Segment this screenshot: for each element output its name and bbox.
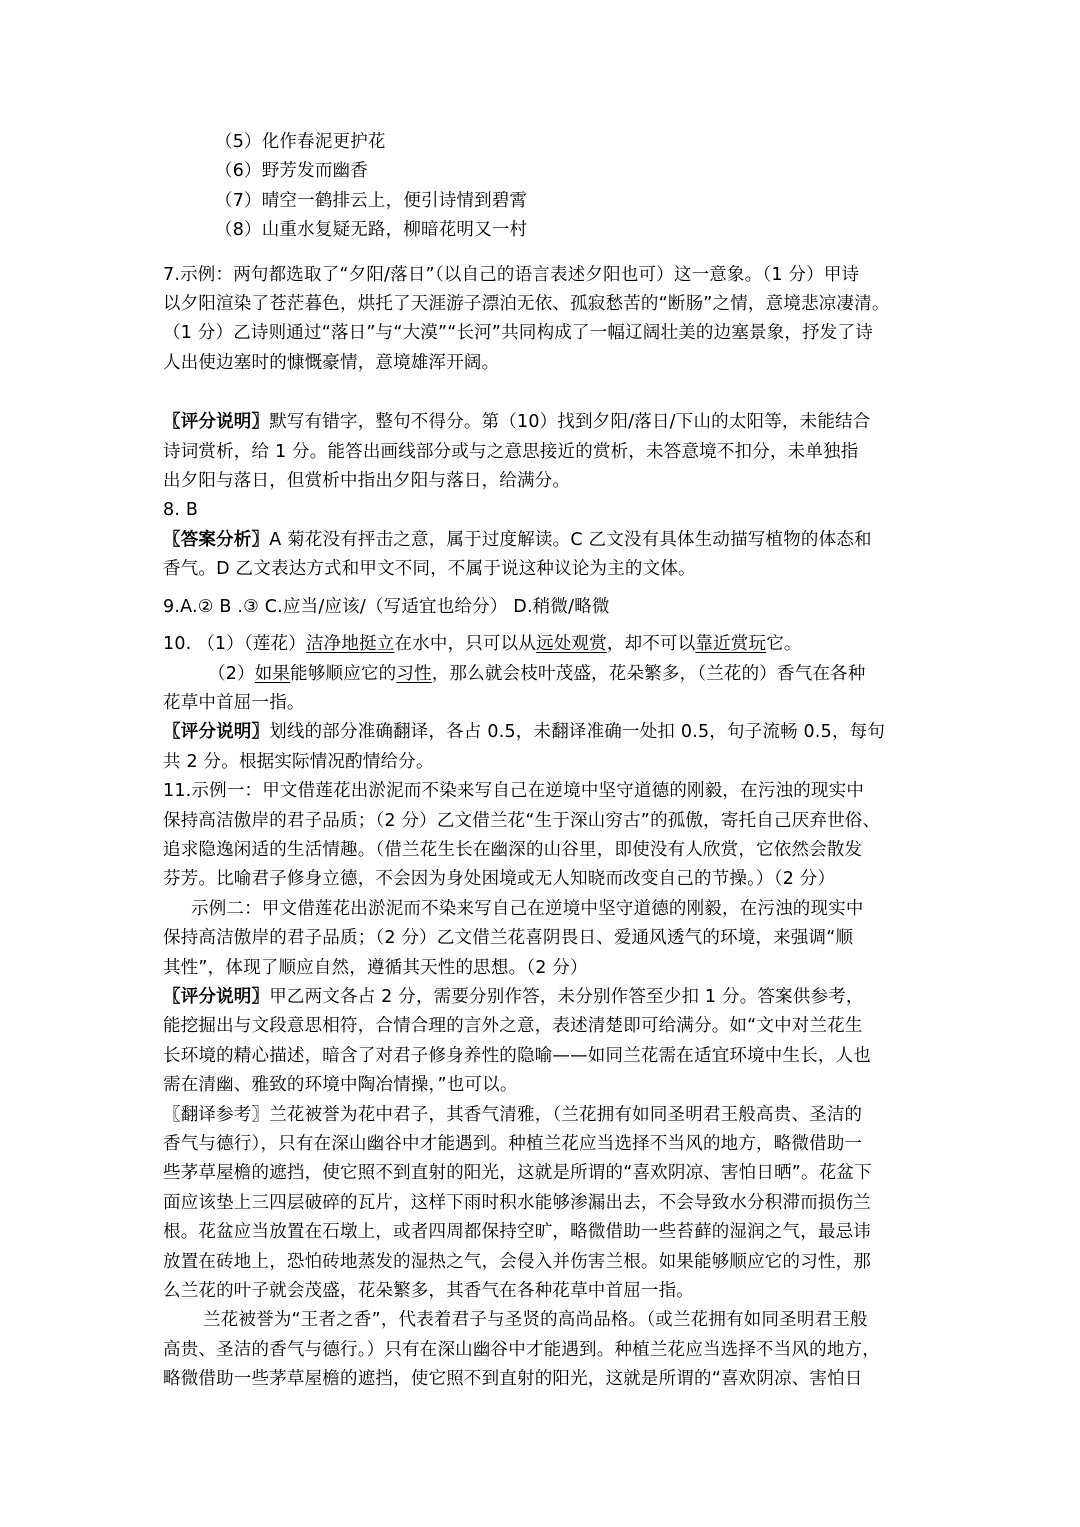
q10-text: 能够顺应它的 bbox=[290, 663, 397, 684]
q10-underlined: 靠近赏玩 bbox=[695, 634, 767, 655]
fill-in-5: （5）化作春泥更护花 bbox=[215, 132, 386, 152]
translation-2-line: 略微借助一些茅草屋檐的遮挡，使它照不到直射的阳光，这就是所谓的“喜欢阴凉、害怕日 bbox=[163, 1369, 863, 1390]
scoring-note-3 bbox=[163, 983, 918, 1012]
fill-in-6: （6）野芳发而幽香 bbox=[215, 161, 368, 182]
q10-line-1 bbox=[163, 630, 918, 659]
q10-underlined: 如果 bbox=[254, 663, 291, 684]
translation-line: 面应该垫上三四层破碎的瓦片，这样下雨时积水能够渗漏出去，不会导致水分积滞而损伤兰 bbox=[163, 1192, 871, 1213]
q8-answer: 8. B bbox=[163, 500, 199, 521]
scoring-note-line: 出夕阳与落日，但赏析中指出夕阳与落日，给满分。 bbox=[163, 471, 571, 492]
answer-page bbox=[163, 128, 918, 1395]
answer-analysis bbox=[163, 526, 918, 555]
scoring-note-line: 共 2 分。根据实际情况酌情给分。 bbox=[163, 751, 434, 772]
translation-line: 些茅草屋檐的遮挡，使它照不到直射的阳光，这就是所谓的“喜欢阴凉、害怕日晒”。花盆下 bbox=[163, 1163, 872, 1184]
q9-answer: 9.A.② B .③ C.应当/应该/（写适宜也给分） D.稍微/略微 bbox=[163, 596, 610, 617]
q10-text: （2） bbox=[208, 663, 255, 684]
scoring-note-text: 默写有错字，整句不得分。第（10）找到夕阳/落日/下山的太阳等，未能结合 bbox=[269, 412, 871, 433]
translation-line: 么兰花的叶子就会茂盛，花朵繁多，其香气在各种花草中首屈一指。 bbox=[163, 1281, 694, 1302]
scoring-note-tag: 〖评分说明〗 bbox=[163, 722, 270, 743]
fill-in-8: （8）山重水复疑无路，柳暗花明又一村 bbox=[215, 220, 528, 241]
translation-reference bbox=[163, 1101, 918, 1130]
scoring-note-text: 划线的部分准确翻译，各占 0.5，未翻译准确一处扣 0.5，句子流畅 0.5，每句 bbox=[269, 722, 886, 743]
q7-line: 以夕阳渲染了苍茫暮色，烘托了天涯游子漂泊无依、孤寂愁苦的“断肠”之情，意境悲凉凄清。 bbox=[163, 294, 890, 315]
q11-example-1-line: 11.示例一：甲文借莲花出淤泥而不染来写自己在逆境中坚守道德的刚毅，在污浊的现实中 bbox=[163, 781, 865, 802]
scoring-note-1 bbox=[163, 408, 918, 437]
scoring-note-line: 需在清幽、雅致的环境中陶冶情操，”也可以。 bbox=[163, 1075, 518, 1096]
q10-underlined: 远处观赏 bbox=[536, 634, 607, 655]
q10-line-3: 花草中首屈一指。 bbox=[163, 692, 305, 713]
fill-in-7: （7）晴空一鹤排云上，便引诗情到碧霄 bbox=[215, 190, 528, 211]
scoring-note-line: 长环境的精心描述，暗含了对君子修身养性的隐喻——如同兰花需在适宜环境中生长，人也 bbox=[163, 1045, 871, 1066]
q7-line: 7.示例：两句都选取了“夕阳/落日”（以自己的语言表述夕阳也可）这一意象。（1 分）甲诗 bbox=[163, 264, 860, 285]
q10-text: 它。 bbox=[766, 634, 802, 655]
q11-example-2-line: 示例二：甲文借莲花出淤泥而不染来写自己在逆境中坚守道德的刚毅，在污浊的现实中 bbox=[191, 898, 864, 919]
q10-underlined: 洁净地挺立 bbox=[305, 634, 395, 655]
translation-2-line: 高贵、圣洁的香气与德行。）只有在深山幽谷中才能遇到。种植兰花应当选择不当风的地方， bbox=[163, 1339, 880, 1360]
q10-line-2 bbox=[163, 660, 918, 689]
q10-text: 10. （1）（莲花） bbox=[163, 634, 306, 655]
q11-example-2-line: 其性”，体现了顺应自然，遵循其天性的思想。（2 分） bbox=[163, 957, 588, 978]
translation-text: 兰花被誉为花中君子，其香气清雅，（兰花拥有如同圣明君王般高贵、圣洁的 bbox=[269, 1104, 863, 1125]
analysis-tag: 〖答案分析〗 bbox=[163, 529, 270, 550]
scoring-note-line: 能挖掘出与文段意思相符，合情合理的言外之意，表述清楚即可给满分。如“文中对兰花生 bbox=[163, 1016, 863, 1037]
scoring-note-tag: 〖评分说明〗 bbox=[163, 412, 270, 433]
translation-line: 香气与德行），只有在深山幽谷中才能遇到。种植兰花应当选择不当风的地方，略微借助一 bbox=[163, 1134, 863, 1154]
translation-tag: 〖翻译参考〗 bbox=[163, 1104, 270, 1125]
q7-line: （1 分）乙诗则通过“落日”与“大漠”“长河”共同构成了一幅辽阔壮美的边塞景象，抒发了诗 bbox=[163, 323, 873, 344]
translation-2-line: 兰花被誉为“王者之香”，代表着君子与圣贤的高尚品格。（或兰花拥有如同圣明君王般 bbox=[203, 1310, 868, 1331]
q11-example-2-line: 保持高洁傲岸的君子品质；（2 分）乙文借兰花喜阴畏日、爱通风透气的环境，来强调“顺 bbox=[163, 928, 854, 949]
scoring-note-line: 诗词赏析，给 1 分。能答出画线部分或与之意思接近的赏析，未答意境不扣分，未单独指 bbox=[163, 441, 859, 462]
scoring-note-2 bbox=[163, 718, 918, 747]
q11-example-1-line: 保持高洁傲岸的君子品质；（2 分）乙文借兰花“生于深山穷古”的孤傲，寄托自己厌弃世俗、 bbox=[163, 810, 881, 831]
translation-line: 根。花盆应当放置在石墩上，或者四周都保持空旷，略微借助一些苔藓的湿润之气，最忌讳 bbox=[163, 1222, 871, 1243]
analysis-text: A 菊花没有抨击之意，属于过度解读。C 乙文没有具体生动描写植物的体态和 bbox=[269, 529, 872, 550]
q7-line: 人出使边塞时的慷慨豪情，意境雄浑开阔。 bbox=[163, 352, 500, 373]
q10-underlined: 习性 bbox=[396, 663, 432, 684]
scoring-note-text: 甲乙两文各占 2 分，需要分别作答，未分别作答至少扣 1 分。答案供参考， bbox=[269, 986, 864, 1007]
q10-text: ，却不可以 bbox=[606, 634, 696, 655]
translation-line: 放置在砖地上，恐怕砖地蒸发的湿热之气，会侵入并伤害兰根。如果能够顺应它的习性，那 bbox=[163, 1251, 871, 1272]
q11-example-1-line: 追求隐逸闲适的生活情趣。（借兰花生长在幽深的山谷里，即使没有人欣赏，它依然会散发 bbox=[163, 839, 863, 860]
analysis-line: 香气。D 乙文表达方式和甲文不同，不属于说这种议论为主的文体。 bbox=[163, 559, 696, 580]
q10-text: ，那么就会枝叶茂盛，花朵繁多，（兰花的）香气在各种 bbox=[431, 663, 866, 684]
q11-example-1-line: 芬芳。比喻君子修身立德，不会因为身处困境或无人知晓而改变自己的节操。）（2 分） bbox=[163, 869, 836, 890]
scoring-note-tag: 〖评分说明〗 bbox=[163, 986, 270, 1007]
q10-text: 在水中，只可以从 bbox=[394, 634, 537, 655]
